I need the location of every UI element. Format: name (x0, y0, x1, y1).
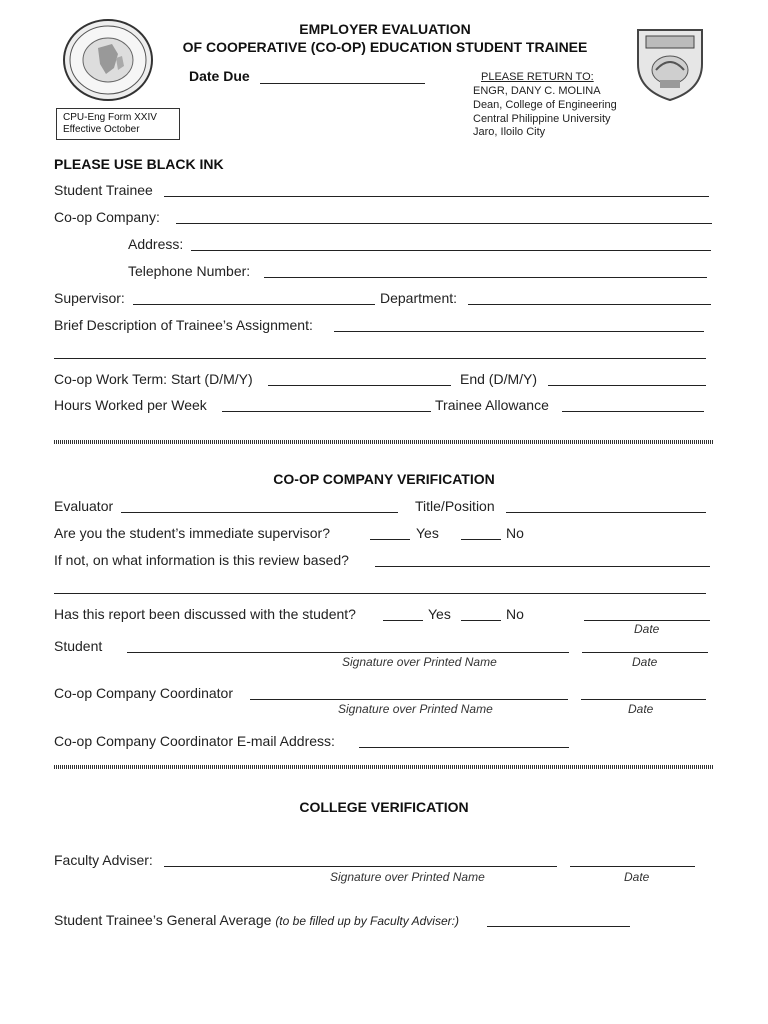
supervisor-yes-label: Yes (416, 525, 439, 541)
hours-field[interactable] (222, 411, 431, 412)
supervisor-no-blank[interactable] (461, 539, 501, 540)
general-average-field[interactable] (487, 926, 630, 927)
section-divider-1 (54, 440, 714, 444)
discussed-no-label: No (506, 606, 524, 622)
discussed-no-blank[interactable] (461, 620, 501, 621)
form-code-box (56, 108, 180, 140)
faculty-adviser-signature-caption: Signature over Printed Name (330, 870, 485, 884)
return-to-label: PLEASE RETURN TO: (481, 71, 594, 83)
return-to-university: Central Philippine University (473, 113, 611, 125)
department-label: Department: (380, 290, 458, 306)
assignment-field[interactable] (334, 331, 704, 332)
title-position-label: Title/Position (415, 498, 495, 514)
discussed-yes-label: Yes (428, 606, 451, 622)
general-average-label (54, 912, 459, 928)
title-position-field[interactable] (506, 512, 706, 513)
student-date-caption: Date (632, 655, 658, 669)
supervisor-field[interactable] (133, 304, 375, 305)
student-trainee-field[interactable] (164, 196, 709, 197)
return-to-position: Dean, College of Engineering (473, 99, 617, 111)
general-average-note: (to be filled up by Faculty Adviser:) (275, 914, 459, 928)
allowance-label: Trainee Allowance (435, 397, 549, 413)
work-term-start-label: Co-op Work Term: Start (D/M/Y) (54, 371, 253, 387)
review-basis-field-line2[interactable] (54, 593, 706, 594)
coop-company-field[interactable] (176, 223, 712, 224)
date-due-label: Date Due (189, 68, 250, 84)
student-signature-field[interactable] (127, 652, 569, 653)
supervisor-no-label: No (506, 525, 524, 541)
student-signature-caption: Signature over Printed Name (342, 655, 497, 669)
student-date-field[interactable] (582, 652, 708, 653)
faculty-adviser-label: Faculty Adviser: (54, 852, 153, 868)
discussed-date-field[interactable] (584, 620, 710, 621)
form-title-line2: OF COOPERATIVE (CO-OP) EDUCATION STUDENT TRAINEE (182, 39, 588, 55)
student-trainee-label: Student Trainee (54, 182, 153, 198)
assignment-field-line2[interactable] (54, 358, 706, 359)
hours-label: Hours Worked per Week (54, 397, 207, 413)
discussed-question: Has this report been discussed with the student? (54, 606, 356, 622)
student-label: Student (54, 638, 103, 654)
department-field[interactable] (468, 304, 711, 305)
return-to-name: ENGR, DANY C. MOLINA (473, 85, 601, 97)
immediate-supervisor-question: Are you the student’s immediate supervisor? (54, 525, 330, 541)
faculty-adviser-date-caption: Date (624, 870, 650, 884)
date-due-field[interactable] (260, 83, 425, 84)
address-field[interactable] (191, 250, 711, 251)
coordinator-signature-field[interactable] (250, 699, 568, 700)
faculty-adviser-signature-field[interactable] (164, 866, 557, 867)
review-basis-field[interactable] (375, 566, 710, 567)
supervisor-label: Supervisor: (54, 290, 125, 306)
return-to-city: Jaro, Iloilo City (473, 126, 546, 138)
college-crest-right (630, 24, 710, 104)
university-seal-left (62, 18, 154, 102)
allowance-field[interactable] (562, 411, 704, 412)
coordinator-date-field[interactable] (581, 699, 706, 700)
form-code: CPU-Eng Form XXIV (63, 112, 157, 123)
discussed-date-caption: Date (634, 622, 660, 636)
telephone-label: Telephone Number: (128, 263, 251, 279)
coordinator-signature-caption: Signature over Printed Name (338, 702, 493, 716)
coordinator-date-caption: Date (628, 702, 654, 716)
section-divider-2 (54, 765, 714, 769)
company-verification-title: CO-OP COMPANY VERIFICATION (273, 471, 495, 487)
work-term-start-field[interactable] (268, 385, 451, 386)
coop-company-label: Co-op Company: (54, 209, 160, 225)
ink-notice: PLEASE USE BLACK INK (54, 156, 224, 172)
telephone-field[interactable] (264, 277, 707, 278)
form-effective: Effective October (63, 124, 140, 135)
evaluator-field[interactable] (121, 512, 398, 513)
general-average-text: Student Trainee’s General Average (54, 912, 272, 928)
faculty-adviser-date-field[interactable] (570, 866, 695, 867)
work-term-end-label: End (D/M/Y) (460, 371, 538, 387)
assignment-label: Brief Description of Trainee’s Assignment: (54, 317, 313, 333)
evaluator-label: Evaluator (54, 498, 114, 514)
coordinator-email-field[interactable] (359, 747, 569, 748)
discussed-yes-blank[interactable] (383, 620, 423, 621)
review-basis-question: If not, on what information is this review based? (54, 552, 349, 568)
work-term-end-field[interactable] (548, 385, 706, 386)
college-verification-title: COLLEGE VERIFICATION (299, 799, 469, 815)
address-label: Address: (128, 236, 184, 252)
coordinator-email-label: Co-op Company Coordinator E-mail Address: (54, 733, 335, 749)
coordinator-label: Co-op Company Coordinator (54, 685, 233, 701)
supervisor-yes-blank[interactable] (370, 539, 410, 540)
form-title-line1: EMPLOYER EVALUATION (299, 21, 471, 37)
